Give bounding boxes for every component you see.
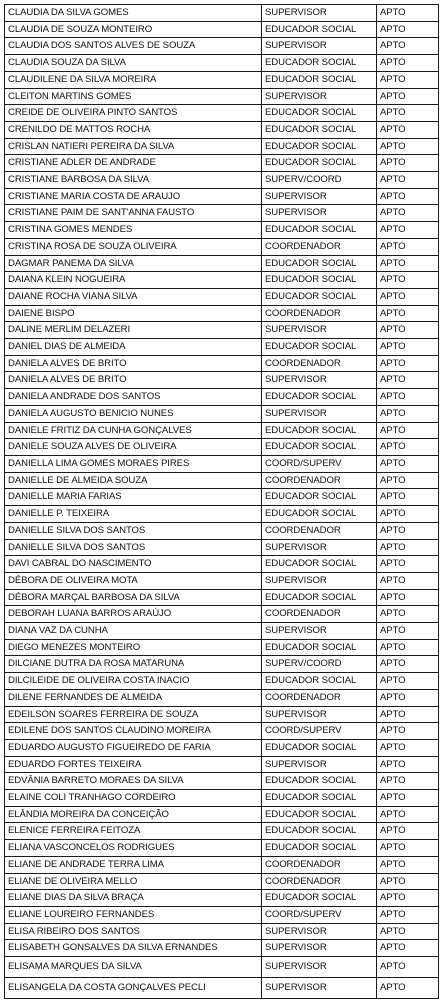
name-cell: DANIELLE P. TEIXEIRA: [5, 506, 262, 523]
table-row: [5, 88, 439, 105]
table-row: [5, 55, 439, 72]
name-cell: ELIANE DE ANDRADE TERRA LIMA: [5, 856, 262, 873]
role-cell: SUPERVISOR: [262, 372, 377, 389]
table-row: [5, 389, 439, 406]
status-cell: APTO: [377, 823, 439, 840]
name-cell: DILCILEIDE DE OLIVEIRA COSTA INACIO: [5, 673, 262, 690]
role-cell: EDUCADOR SOCIAL: [262, 389, 377, 406]
table-row: [5, 322, 439, 339]
status-cell: APTO: [377, 288, 439, 305]
status-cell: APTO: [377, 305, 439, 322]
table-row: [5, 5, 439, 22]
role-cell: SUPERV/COORD: [262, 656, 377, 673]
table-row: [5, 890, 439, 907]
role-cell: SUPERVISOR: [262, 188, 377, 205]
role-cell: SUPERVISOR: [262, 5, 377, 22]
name-cell: CRISLAN NATIERI PEREIRA DA SILVA: [5, 138, 262, 155]
table-row: [5, 172, 439, 189]
status-cell: APTO: [377, 188, 439, 205]
role-cell: EDUCADOR SOCIAL: [262, 272, 377, 289]
table-row: [5, 606, 439, 623]
role-cell: EDUCADOR SOCIAL: [262, 673, 377, 690]
table-row: [5, 238, 439, 255]
role-cell: EDUCADOR SOCIAL: [262, 806, 377, 823]
status-cell: APTO: [377, 556, 439, 573]
name-cell: CLEITON MARTINS GOMES: [5, 88, 262, 105]
status-cell: APTO: [377, 689, 439, 706]
role-cell: EDUCADOR SOCIAL: [262, 639, 377, 656]
name-cell: DÉBORA DE OLIVEIRA MOTA: [5, 572, 262, 589]
name-cell: CLAUDIA DOS SANTOS ALVES DE SOUZA: [5, 38, 262, 55]
name-cell: DANIELLE SILVA DOS SANTOS: [5, 522, 262, 539]
name-cell: CRENILDO DE MATTOS ROCHA: [5, 121, 262, 138]
role-cell: SUPERVISOR: [262, 706, 377, 723]
table-row: [5, 589, 439, 606]
name-cell: DANIELLA LIMA GOMES MORAES PIRES: [5, 455, 262, 472]
table-row: [5, 422, 439, 439]
status-cell: APTO: [377, 790, 439, 807]
table-row: [5, 21, 439, 38]
table-row: [5, 205, 439, 222]
status-cell: APTO: [377, 405, 439, 422]
status-cell: APTO: [377, 272, 439, 289]
table-row: [5, 806, 439, 823]
table-row: [5, 506, 439, 523]
name-cell: DÉBORA MARÇAL BARBOSA DA SILVA: [5, 589, 262, 606]
role-cell: SUPERVISOR: [262, 405, 377, 422]
role-cell: EDUCADOR SOCIAL: [262, 105, 377, 122]
role-cell: COORDENADOR: [262, 606, 377, 623]
name-cell: DAIANE ROCHA VIANA SILVA: [5, 288, 262, 305]
name-cell: ELISANGELA DA COSTA GONÇALVES PECLI: [5, 978, 262, 999]
table-row: [5, 923, 439, 940]
role-cell: COORDENADOR: [262, 856, 377, 873]
table-row: [5, 339, 439, 356]
role-cell: COORD/SUPERV: [262, 906, 377, 923]
name-cell: ELÂNDIA MOREIRA DA CONCEIÇÃO: [5, 806, 262, 823]
status-cell: APTO: [377, 589, 439, 606]
role-cell: EDUCADOR SOCIAL: [262, 55, 377, 72]
table-row: [5, 439, 439, 456]
status-cell: APTO: [377, 339, 439, 356]
status-cell: APTO: [377, 906, 439, 923]
role-cell: EDUCADOR SOCIAL: [262, 840, 377, 857]
role-cell: COORD/SUPERV: [262, 455, 377, 472]
name-cell: ELIANE LOUREIRO FERNANDES: [5, 906, 262, 923]
table-row: [5, 756, 439, 773]
name-cell: DANIELA ALVES DE BRITO: [5, 355, 262, 372]
table-row: [5, 840, 439, 857]
status-cell: APTO: [377, 389, 439, 406]
role-cell: COORD/SUPERV: [262, 723, 377, 740]
status-cell: APTO: [377, 572, 439, 589]
name-cell: ELENICE FERREIRA FEITOZA: [5, 823, 262, 840]
name-cell: DANIELE FRITIZ DA CUNHA GONÇALVES: [5, 422, 262, 439]
role-cell: EDUCADOR SOCIAL: [262, 589, 377, 606]
name-cell: DANIELLE MARIA FARIAS: [5, 489, 262, 506]
status-cell: APTO: [377, 439, 439, 456]
status-cell: APTO: [377, 506, 439, 523]
table-row: [5, 739, 439, 756]
status-cell: APTO: [377, 55, 439, 72]
status-cell: APTO: [377, 856, 439, 873]
role-cell: EDUCADOR SOCIAL: [262, 288, 377, 305]
status-cell: APTO: [377, 38, 439, 55]
status-cell: APTO: [377, 455, 439, 472]
name-cell: EDUARDO FORTES TEIXEIRA: [5, 756, 262, 773]
status-cell: APTO: [377, 940, 439, 957]
name-cell: DALINE MERLIM DELAZERI: [5, 322, 262, 339]
role-cell: EDUCADOR SOCIAL: [262, 773, 377, 790]
table-row: [5, 222, 439, 239]
table-row: [5, 155, 439, 172]
status-cell: APTO: [377, 706, 439, 723]
name-cell: EDEILSON SOARES FERREIRA DE SOUZA: [5, 706, 262, 723]
table-row: [5, 723, 439, 740]
table-row: [5, 255, 439, 272]
status-cell: APTO: [377, 978, 439, 999]
role-cell: SUPERVISOR: [262, 940, 377, 957]
table-row: [5, 639, 439, 656]
table-row: [5, 957, 439, 978]
role-cell: EDUCADOR SOCIAL: [262, 739, 377, 756]
name-cell: DANIELA AUGUSTO BENICIO NUNES: [5, 405, 262, 422]
status-cell: APTO: [377, 21, 439, 38]
table-row: [5, 71, 439, 88]
status-cell: APTO: [377, 5, 439, 22]
table-row: [5, 572, 439, 589]
table-row: [5, 288, 439, 305]
table-row: [5, 978, 439, 999]
role-cell: EDUCADOR SOCIAL: [262, 339, 377, 356]
status-cell: APTO: [377, 121, 439, 138]
table-row: [5, 522, 439, 539]
name-cell: ELIANE DE OLIVEIRA MELLO: [5, 873, 262, 890]
table-row: [5, 121, 439, 138]
role-cell: EDUCADOR SOCIAL: [262, 71, 377, 88]
table-row: [5, 305, 439, 322]
table-row: [5, 773, 439, 790]
table-row: [5, 673, 439, 690]
table-row: [5, 906, 439, 923]
status-cell: APTO: [377, 656, 439, 673]
table-row: [5, 188, 439, 205]
role-cell: EDUCADOR SOCIAL: [262, 823, 377, 840]
table-row: [5, 689, 439, 706]
status-cell: APTO: [377, 372, 439, 389]
name-cell: DANIELLE SILVA DOS SANTOS: [5, 539, 262, 556]
name-cell: DIANA VAZ DA CUNHA: [5, 623, 262, 640]
name-cell: CRISTIANE PAIM DE SANT'ANNA FAUSTO: [5, 205, 262, 222]
name-cell: CLAUDIA DA SILVA GOMES: [5, 5, 262, 22]
role-cell: SUPERVISOR: [262, 923, 377, 940]
name-cell: DAVI CABRAL DO NASCIMENTO: [5, 556, 262, 573]
roster-body: [5, 5, 439, 999]
table-row: [5, 856, 439, 873]
table-row: [5, 38, 439, 55]
role-cell: SUPERVISOR: [262, 38, 377, 55]
role-cell: COORDENADOR: [262, 472, 377, 489]
status-cell: APTO: [377, 539, 439, 556]
role-cell: SUPERVISOR: [262, 572, 377, 589]
role-cell: COORDENADOR: [262, 238, 377, 255]
role-cell: SUPERVISOR: [262, 205, 377, 222]
status-cell: APTO: [377, 222, 439, 239]
name-cell: DILCIANE DUTRA DA ROSA MATARUNA: [5, 656, 262, 673]
name-cell: ELISA RIBEIRO DOS SANTOS: [5, 923, 262, 940]
status-cell: APTO: [377, 71, 439, 88]
table-row: [5, 105, 439, 122]
role-cell: SUPERVISOR: [262, 322, 377, 339]
table-row: [5, 455, 439, 472]
status-cell: APTO: [377, 205, 439, 222]
name-cell: DANIELA ANDRADE DOS SANTOS: [5, 389, 262, 406]
status-cell: APTO: [377, 673, 439, 690]
name-cell: DILENE FERNANDES DE ALMEIDA: [5, 689, 262, 706]
role-cell: COORDENADOR: [262, 522, 377, 539]
status-cell: APTO: [377, 355, 439, 372]
name-cell: EDUARDO AUGUSTO FIGUEIREDO DE FARIA: [5, 739, 262, 756]
name-cell: DEBORAH LUANA BARROS ARAÚJO: [5, 606, 262, 623]
role-cell: COORDENADOR: [262, 689, 377, 706]
status-cell: APTO: [377, 422, 439, 439]
roster-sheet: [4, 4, 438, 999]
name-cell: CRISTIANE ADLER DE ANDRADE: [5, 155, 262, 172]
status-cell: APTO: [377, 873, 439, 890]
table-row: [5, 272, 439, 289]
table-row: [5, 539, 439, 556]
status-cell: APTO: [377, 739, 439, 756]
role-cell: EDUCADOR SOCIAL: [262, 422, 377, 439]
name-cell: ELISABETH GONSALVES DA SILVA ERNANDES: [5, 940, 262, 957]
status-cell: APTO: [377, 890, 439, 907]
table-row: [5, 138, 439, 155]
role-cell: EDUCADOR SOCIAL: [262, 439, 377, 456]
table-row: [5, 940, 439, 957]
name-cell: ELIANA VASCONCELOS RODRIGUES: [5, 840, 262, 857]
role-cell: COORDENADOR: [262, 873, 377, 890]
table-row: [5, 706, 439, 723]
name-cell: CRISTINA GOMES MENDES: [5, 222, 262, 239]
table-row: [5, 355, 439, 372]
status-cell: APTO: [377, 723, 439, 740]
status-cell: APTO: [377, 238, 439, 255]
name-cell: DANIELA ALVES DE BRITO: [5, 372, 262, 389]
name-cell: CLAUDIA SOUZA DA SILVA: [5, 55, 262, 72]
role-cell: EDUCADOR SOCIAL: [262, 556, 377, 573]
role-cell: EDUCADOR SOCIAL: [262, 506, 377, 523]
table-row: [5, 623, 439, 640]
table-row: [5, 556, 439, 573]
name-cell: CRISTIANE MARIA COSTA DE ARAUJO: [5, 188, 262, 205]
name-cell: DAIENE BISPO: [5, 305, 262, 322]
name-cell: CREIDE DE OLIVEIRA PINTO SANTOS: [5, 105, 262, 122]
name-cell: ELISAMA MARQUES DA SILVA: [5, 957, 262, 978]
role-cell: EDUCADOR SOCIAL: [262, 790, 377, 807]
status-cell: APTO: [377, 138, 439, 155]
table-row: [5, 823, 439, 840]
status-cell: APTO: [377, 623, 439, 640]
roster-table: [4, 4, 439, 999]
role-cell: EDUCADOR SOCIAL: [262, 21, 377, 38]
role-cell: COORDENADOR: [262, 305, 377, 322]
role-cell: EDUCADOR SOCIAL: [262, 489, 377, 506]
table-row: [5, 656, 439, 673]
status-cell: APTO: [377, 105, 439, 122]
name-cell: ELAINE COLI TRANHAGO CORDEIRO: [5, 790, 262, 807]
role-cell: EDUCADOR SOCIAL: [262, 255, 377, 272]
status-cell: APTO: [377, 957, 439, 978]
table-row: [5, 372, 439, 389]
name-cell: DAGMAR PANEMA DA SILVA: [5, 255, 262, 272]
role-cell: COORDENADOR: [262, 355, 377, 372]
name-cell: DAIANA KLEIN NOGUEIRA: [5, 272, 262, 289]
status-cell: APTO: [377, 806, 439, 823]
name-cell: DANIEL DIAS DE ALMEIDA: [5, 339, 262, 356]
status-cell: APTO: [377, 88, 439, 105]
name-cell: CRISTIANE BARBOSA DA SILVA: [5, 172, 262, 189]
name-cell: ELIANE DIAS DA SILVA BRAÇA: [5, 890, 262, 907]
status-cell: APTO: [377, 773, 439, 790]
role-cell: EDUCADOR SOCIAL: [262, 121, 377, 138]
name-cell: DANIELLE DE ALMEIDA SOUZA: [5, 472, 262, 489]
role-cell: EDUCADOR SOCIAL: [262, 890, 377, 907]
status-cell: APTO: [377, 322, 439, 339]
status-cell: APTO: [377, 489, 439, 506]
name-cell: CLAUDILENE DA SILVA MOREIRA: [5, 71, 262, 88]
table-row: [5, 790, 439, 807]
role-cell: SUPERVISOR: [262, 539, 377, 556]
role-cell: SUPERVISOR: [262, 756, 377, 773]
status-cell: APTO: [377, 172, 439, 189]
status-cell: APTO: [377, 255, 439, 272]
table-row: [5, 472, 439, 489]
status-cell: APTO: [377, 639, 439, 656]
status-cell: APTO: [377, 756, 439, 773]
role-cell: SUPERVISOR: [262, 978, 377, 999]
role-cell: SUPERV/COORD: [262, 172, 377, 189]
status-cell: APTO: [377, 522, 439, 539]
role-cell: EDUCADOR SOCIAL: [262, 222, 377, 239]
status-cell: APTO: [377, 155, 439, 172]
name-cell: EDILENE DOS SANTOS CLAUDINO MOREIRA: [5, 723, 262, 740]
status-cell: APTO: [377, 840, 439, 857]
name-cell: DANIELE SOUZA ALVES DE OLIVEIRA: [5, 439, 262, 456]
name-cell: CLAUDIA DE SOUZA MONTEIRO: [5, 21, 262, 38]
status-cell: APTO: [377, 472, 439, 489]
role-cell: EDUCADOR SOCIAL: [262, 138, 377, 155]
role-cell: SUPERVISOR: [262, 623, 377, 640]
name-cell: DIEGO MENEZES MONTEIRO: [5, 639, 262, 656]
role-cell: EDUCADOR SOCIAL: [262, 155, 377, 172]
status-cell: APTO: [377, 606, 439, 623]
status-cell: APTO: [377, 923, 439, 940]
table-row: [5, 405, 439, 422]
name-cell: EDVÂNIA BARRETO MORAES DA SILVA: [5, 773, 262, 790]
name-cell: CRISTINA ROSA DE SOUZA OLIVEIRA: [5, 238, 262, 255]
table-row: [5, 489, 439, 506]
table-row: [5, 873, 439, 890]
role-cell: SUPERVISOR: [262, 957, 377, 978]
role-cell: SUPERVISOR: [262, 88, 377, 105]
